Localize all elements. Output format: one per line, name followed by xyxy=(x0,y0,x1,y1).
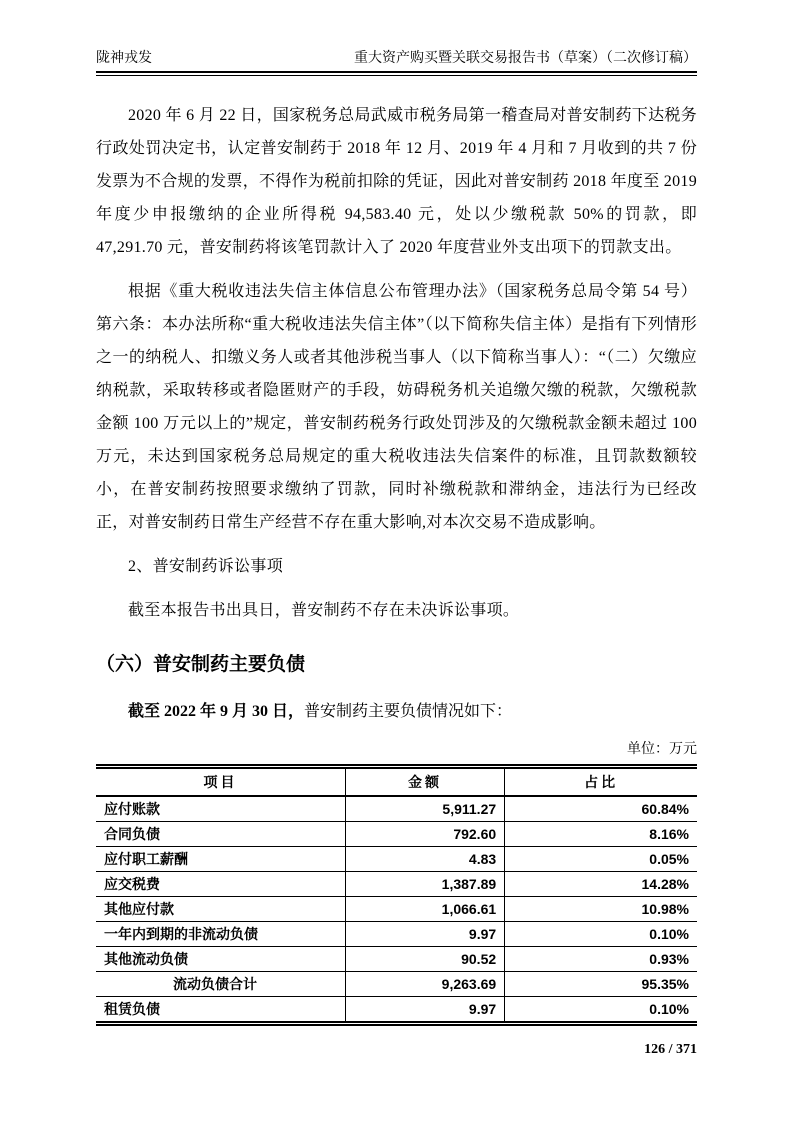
table-row xyxy=(96,872,697,897)
page-header xyxy=(96,50,697,68)
cell-amount: 9,263.69 xyxy=(345,972,504,997)
paragraph: 根据《重大税收违法失信主体信息公布管理办法》（国家税务总局令第 54 号）第六条：本办法所称“重大税收违法失信主体”（以下简称失信主体）是指有下列情形之一的纳税人、扣缴义务人或者其他涉税当事人（以下简称当事人）：“（二）欠缴应纳税款，采取转移或者隐匿财产的手段，妨碍税务机关追缴欠缴的税款，欠缴税款金额 100 万元以上的”规定，普安制药税务行政处罚涉及的欠缴税款金额未超过 100 万元，未达到国家税务总局规定的重大税收违法失信案件的标准，且罚款数额较小，在普安制药按照要求缴纳了罚款，同时补缴税款和滞纳金，违法行为已经改正，对普安制药日常生产经营不存在重大影响,对本次交易不造成影响。 xyxy=(96,283,697,531)
cell-item: 其他流动负债 xyxy=(96,947,345,972)
section-heading: （六）普安制药主要负债 xyxy=(96,654,306,675)
cell-amount: 5,911.27 xyxy=(345,796,504,822)
paragraph: 截至本报告书出具日，普安制药不存在未决诉讼事项。 xyxy=(128,602,520,619)
cell-amount: 1,387.89 xyxy=(345,872,504,897)
cell-item: 应付职工薪酬 xyxy=(96,847,345,872)
lead-date-bold: 截至 2022 年 9 月 30 日， xyxy=(128,703,305,720)
cell-amount: 792.60 xyxy=(345,822,504,847)
paragraph: 2、普安制药诉讼事项 xyxy=(128,558,284,575)
cell-amount: 9.97 xyxy=(345,922,504,947)
cell-ratio: 0.05% xyxy=(505,847,697,872)
cell-item: 合同负债 xyxy=(96,822,345,847)
table-lead-paragraph xyxy=(96,695,697,728)
cell-item: 流动负债合计 xyxy=(96,972,345,997)
header-report-title: 重大资产购买暨关联交易报告书（草案）（二次修订稿） xyxy=(354,51,697,66)
cell-amount: 90.52 xyxy=(345,947,504,972)
cell-item: 一年内到期的非流动负债 xyxy=(96,922,345,947)
table-row xyxy=(96,972,697,997)
cell-ratio: 8.16% xyxy=(505,822,697,847)
cell-item: 应交税费 xyxy=(96,872,345,897)
cell-ratio: 60.84% xyxy=(505,796,697,822)
table-header-row xyxy=(96,767,697,797)
table-row xyxy=(96,997,697,1024)
cell-item: 其他应付款 xyxy=(96,897,345,922)
column-header-amount: 金额 xyxy=(345,767,504,797)
table-row xyxy=(96,947,697,972)
cell-ratio: 95.35% xyxy=(505,972,697,997)
cell-ratio: 0.10% xyxy=(505,922,697,947)
cell-amount: 4.83 xyxy=(345,847,504,872)
liabilities-table xyxy=(96,764,697,1026)
cell-ratio: 10.98% xyxy=(505,897,697,922)
paragraph: 2020 年 6 月 22 日，国家税务总局武威市税务局第一稽查局对普安制药下达税务行政处罚决定书，认定普安制药于 2018 年 12 月、2019 年 4 月和 7 月收到的共 7 份发票为不合规的发票，不得作为税前扣除的凭证，因此对普安制药 2018 年度至 2019 年度少申报缴纳的企业所得税 94,583.40 元，处以少缴税款 50%的罚款，即 47,291.70 元，普安制药将该笔罚款计入了 2020 年度营业外支出项下的罚款支出。 xyxy=(96,107,697,256)
page-content xyxy=(96,76,697,1026)
table-row xyxy=(96,922,697,947)
cell-item: 租赁负债 xyxy=(104,1001,160,1017)
body-paragraphs xyxy=(96,99,697,627)
table-row xyxy=(96,822,697,847)
cell-amount: 9.97 xyxy=(345,997,504,1024)
cell-ratio: 14.28% xyxy=(505,872,697,897)
header-company-name: 陇神戎发 xyxy=(96,51,152,66)
column-header-item: 项目 xyxy=(96,767,345,797)
cell-ratio: 0.93% xyxy=(505,947,697,972)
table-row xyxy=(96,897,697,922)
unit-label: 单位：万元 xyxy=(627,742,697,757)
column-header-ratio: 占比 xyxy=(505,767,697,797)
cell-item: 应付账款 xyxy=(96,796,345,822)
lead-rest-text: 普安制药主要负债情况如下： xyxy=(304,703,513,720)
cell-amount: 1,066.61 xyxy=(345,897,504,922)
page-number: 126 / 371 xyxy=(644,1042,697,1057)
table-row xyxy=(96,847,697,872)
cell-ratio: 0.10% xyxy=(505,997,697,1024)
table-row xyxy=(96,796,697,822)
